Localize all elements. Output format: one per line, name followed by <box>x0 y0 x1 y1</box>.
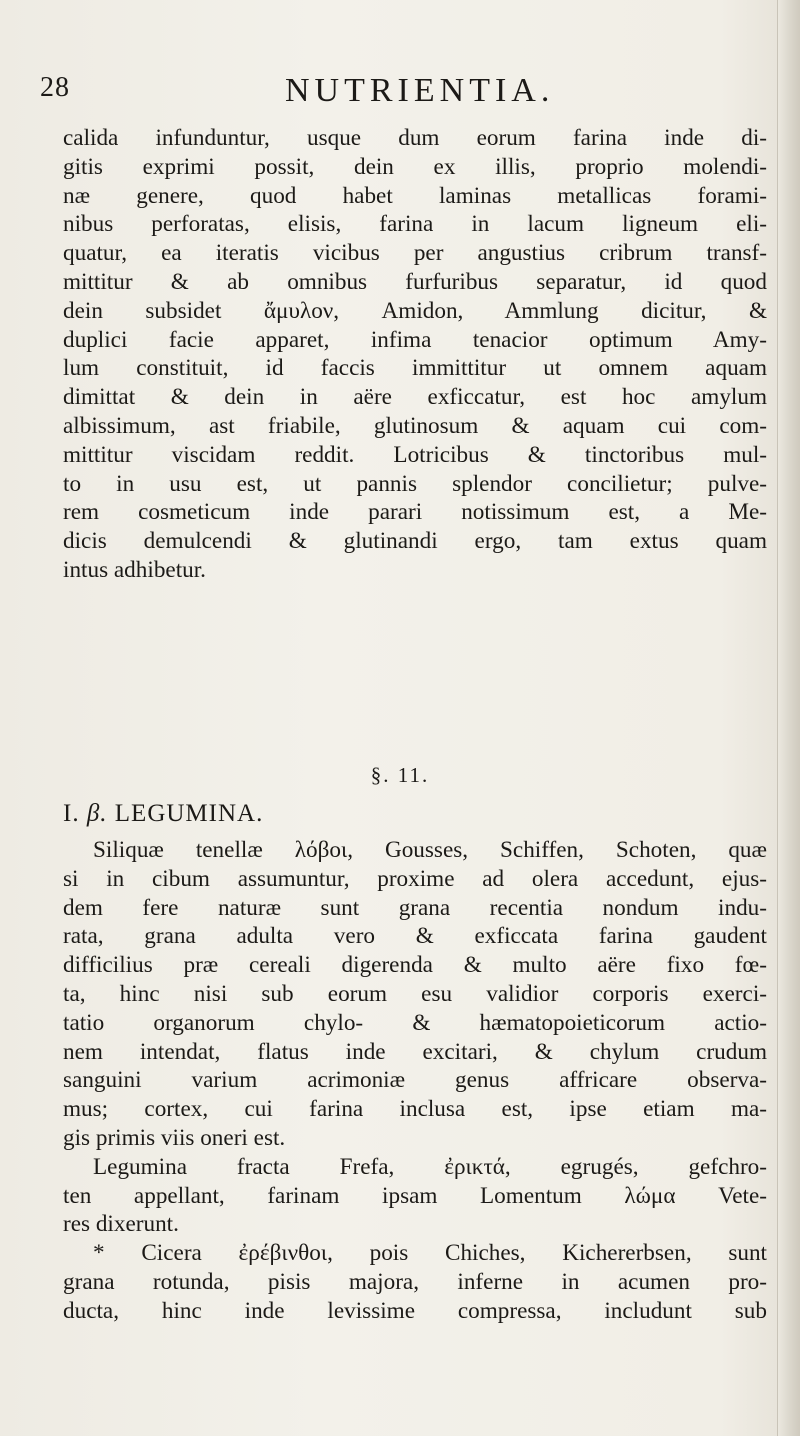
text-line: difficilius præ cereali digerenda & multo aëre fixo fœ- <box>63 952 767 979</box>
section-heading <box>63 800 263 828</box>
heading-prefix: I. <box>63 800 80 827</box>
text-line: Legumina fracta Frefa, ἐρικτά, egrugés, gefchro- <box>93 1153 767 1180</box>
text-line: sanguini varium acrimoniæ genus affricare observa- <box>63 1067 767 1094</box>
text-line: tatio organorum chylo- & hæmatopoieticorum actio- <box>63 1009 767 1036</box>
text-line: rata, grana adulta vero & exficcata farina gaudent <box>63 923 767 950</box>
section-number: §. 11. <box>370 763 430 787</box>
text-line: dein subsidet ἄμυλον, Amidon, Ammlung dicitur, & <box>63 297 767 324</box>
page-edge <box>777 0 800 1436</box>
text-line: næ genere, quod habet laminas metallicas forami- <box>63 182 767 209</box>
text-line: si in cibum assumuntur, proxime ad olera accedunt, ejus- <box>63 865 767 892</box>
text-line: intus adhibetur. <box>63 556 206 583</box>
text-line: calida infunduntur, usque dum eorum farina inde di- <box>63 125 767 151</box>
text-line: gis primis viis oneri est. <box>63 1124 286 1151</box>
text-line: mittitur & ab omnibus furfuribus separatur, id quod <box>63 268 767 295</box>
text-line: duplici facie apparet, infima tenacior optimum Amy- <box>63 326 767 353</box>
text-line: mittitur viscidam reddit. Lotricibus & tinctoribus mul- <box>63 441 767 468</box>
text-line: nibus perforatas, elisis, farina in lacum ligneum eli- <box>63 211 767 238</box>
page-header <box>40 72 760 112</box>
text-line: Siliquæ tenellæ λόβοι, Gousses, Schiffen, Schoten, quæ <box>93 837 767 863</box>
running-title: NUTRIENTIA. <box>285 72 555 109</box>
text-line: grana rotunda, pisis majora, inferne in acumen pro- <box>63 1268 767 1295</box>
text-line: ta, hinc nisi sub eorum esu validior corporis exerci- <box>63 980 767 1007</box>
text-line: to in usu est, ut pannis splendor concilietur; pulve- <box>63 470 767 497</box>
text-line: ducta, hinc inde levissime compressa, includunt sub <box>63 1297 767 1324</box>
text-line: quatur, ea iteratis vicibus per angustius cribrum transf- <box>63 240 767 267</box>
text-line: * Cicera ἐρέβινθοι, pois Chiches, Kichererbsen, sunt <box>93 1240 767 1267</box>
text-line: dimittat & dein in aëre exficcatur, est hoc amylum <box>63 384 767 411</box>
text-line: ten appellant, farinam ipsam Lomentum λώμα Vete- <box>63 1182 767 1209</box>
text-line: rem cosmeticum inde parari notissimum est, a Me- <box>63 499 767 526</box>
page-number: 28 <box>40 72 70 103</box>
text-line: albissimum, ast friabile, glutinosum & aquam cui com- <box>63 412 767 439</box>
heading-greek-letter: β. <box>86 800 108 827</box>
text-line: nem intendat, flatus inde excitari, & chylum crudum <box>63 1038 767 1065</box>
text-line: dicis demulcendi & glutinandi ergo, tam extus quam <box>63 528 767 555</box>
paragraph-legumina <box>63 836 767 1326</box>
text-line: dem fere naturæ sunt grana recentia nondum indu- <box>63 894 767 921</box>
paragraph-starch <box>63 124 767 585</box>
text-line: mus; cortex, cui farina inclusa est, ipse etiam ma- <box>63 1096 767 1123</box>
heading-title: LEGUMINA. <box>114 800 264 827</box>
text-line: lum constituit, id faccis immittitur ut omnem aquam <box>63 355 767 382</box>
text-line: res dixerunt. <box>63 1211 179 1238</box>
text-line: gitis exprimi possit, dein ex illis, proprio molendi- <box>63 153 767 180</box>
